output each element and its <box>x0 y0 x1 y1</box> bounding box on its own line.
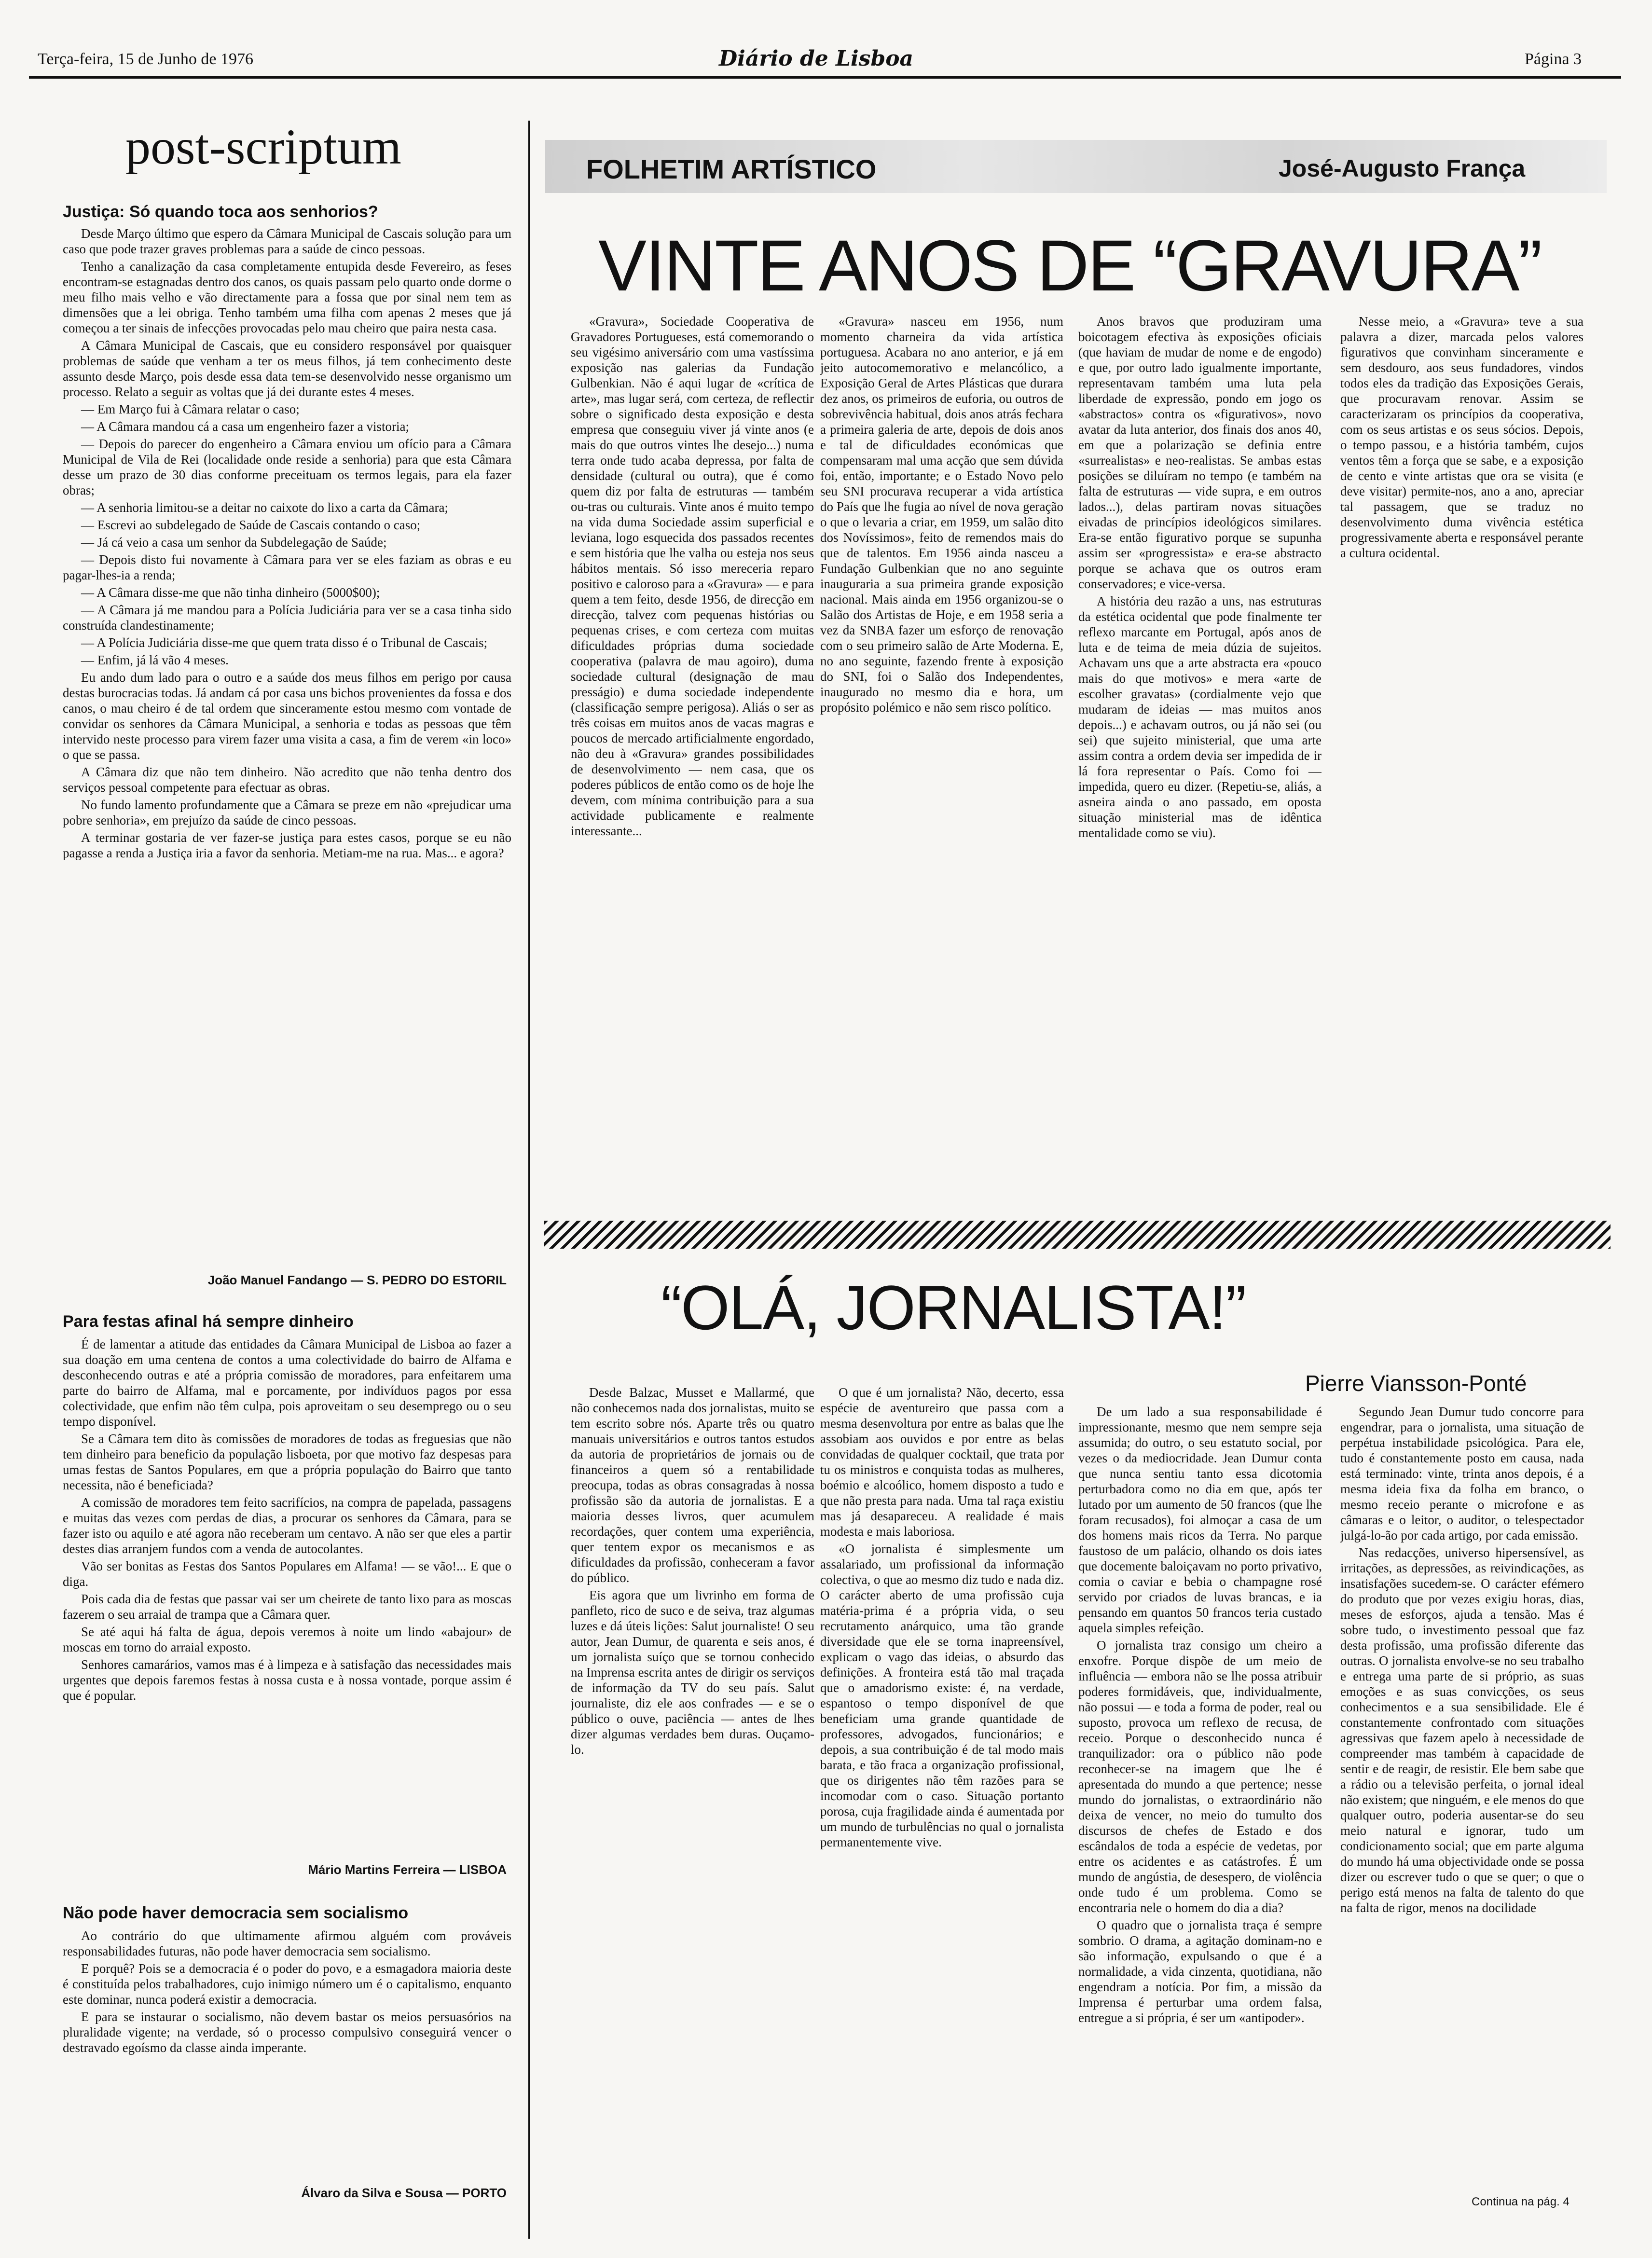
letter-2-signature: Mário Martins Ferreira — LISBOA <box>308 1862 507 1877</box>
paragraph: Se a Câmara tem dito às comissões de moradores de todas as freguesias que não tem dinheiro para beneficio da população lisboeta, por que motivo faz despesas para umas festas de Santos Populares, em que a própria população do Bairro que tanto necessita, não é beneficiada? <box>63 1432 511 1492</box>
paragraph: «O jornalista é simplesmente um assalariado, um profissional da informação colectiva, o que ao mesmo diz tudo e nada diz. O carácter aberto de uma profissão cuja matéria-prima é a própria vida, o seu recrutamento anárquico, uma tão grande diversidade que ele se torna inapreensível, explicam o vago das ideias, o absurdo das definições. A fronteira está tão mal traçada que o amadorismo existe: é, na verdade, espantoso o tempo disponível de que beneficiam uma grande quantidade de professores, advogados, funcionários; e depois, a sua contribuição é de tal modo mais barata, e tão fraca a organização profissional, que os dirigentes não têm razões para se incomodar com o caso. Situação portanto porosa, cuja fragilidade ainda é aumentada por um mundo de turbulências no qual o jornalista permanentemente vive. <box>820 1542 1064 1849</box>
paragraph: — Escrevi ao subdelegado de Saúde de Cascais contando o caso; <box>81 518 421 532</box>
letter-1-signature: João Manuel Fandango — S. PEDRO DO ESTORIL <box>207 1273 507 1287</box>
paragraph: — Em Março fui à Câmara relatar o caso; <box>81 402 300 416</box>
paragraph: A comissão de moradores tem feito sacrifícios, na compra de papelada, passagens e muitas das vezes com perdas de dias, a procurar os senhores da Câmara, para se fazer isto ou aquilo e até agora não receberam um centavo. A não ser que eles a partir destes dias arranjem fundos com a venda de autocolantes. <box>63 1495 511 1556</box>
paragraph: — A Polícia Judiciária disse-me que quem trata disso é o Tribunal de Cascais; <box>81 635 488 650</box>
paragraph: O jornalista traz consigo um cheiro a enxofre. Porque dispõe de um meio de influência — embora não se lhe possa atribuir poderes formidáveis, que, individualmente, não possui — e toda a forma de poder, real ou suposto, provoca um reflexo de recusa, de receio. Porque o desconhecido nunca é tranquilizador: ora o público não pode reconhecer-se na imagem que lhe é apresentada do mundo a que pertence; nesse mundo do jornalistas, o extraordinário não deixa de vencer, no meio do tumulto dos discursos de chefes de Estado e dos escândalos de toda a espécie de vedetas, por entre os acidentes e as catástrofes. É um mundo de angústia, de desespero, de violência onde tudo é um problema. Como se encontraria nele o homem do dia a dia? <box>1078 1638 1322 1915</box>
letter-3-heading: Não pode haver democracia sem socialismo <box>63 1904 409 1922</box>
paragraph: A Câmara diz que não tem dinheiro. Não acredito que não tenha dentro dos serviços pessoal competente para efectuar as obras. <box>63 765 511 795</box>
article-title: “OLÁ, JORNALISTA!” <box>661 1272 1246 1343</box>
folhetim-column-3 <box>1078 314 1322 1197</box>
paragraph: É de lamentar a atitude das entidades da Câmara Municipal de Lisboa ao fazer a sua doação em uma centena de contos a uma colectividade do bairro de Alfama e desconhecendo outras e até a própria comissão de moradores, para enfeitarem uma parte do bairro de Alfama, mal e porcamente, por indivíduos pagos por essa colectividade, que enfim não têm culpa, pois aproveitam o seu desemprego ou o seu tempo disponível. <box>63 1337 511 1429</box>
paragraph: O que é um jornalista? Não, decerto, essa espécie de aventureiro que passa com a mesma desenvoltura por entre as balas que lhe assobiam aos ouvidos e por entre as belas convidadas de qualquer cocktail, que trata por tu os ministros e conquista todas as mulheres, boémio e alcoólico, homem disposto a tudo e que não presta para nada. Uma tal raça existiu mas já desapareceu. A realidade é mais modesta e mais laboriosa. <box>820 1385 1064 1539</box>
paragraph: — Já cá veio a casa um senhor da Subdelegação de Saúde; <box>81 535 387 550</box>
paragraph: — Enfim, já lá vão 4 meses. <box>81 653 229 667</box>
header-rule <box>29 76 1621 79</box>
letter-1-body <box>63 226 511 1234</box>
hatched-separator <box>544 1221 1611 1249</box>
postscriptum-title: post-scriptum <box>125 119 401 175</box>
page-number: Página 3 <box>1525 50 1582 68</box>
folhetim-column-4 <box>1340 314 1583 1197</box>
paragraph: Senhores camarários, vamos mas é à limpeza e à satisfação das necessidades mais urgentes que depois faremos festas à nossa custa e à nossa vontade, porque assim é que é popular. <box>63 1657 511 1703</box>
paragraph: Nas redacções, universo hipersensível, as irritações, as depressões, as reivindicações, as insatisfações sucedem-se. O carácter efémero do produto que por vezes exigiu horas, dias, meses de esforços, ajuda a tensão. Mas é sobre tudo, o investimento pessoal que faz desta profissão, uma profissão diferente das outras. O jornalista envolve-se no seu trabalho e entrega uma parte de si próprio, as suas emoções e as suas convicções, os seus conhecimentos e a sua sensibilidade. Ele é constantemente confrontado com situações agressivas que fazem apelo à necessidade de compreender mas também à capacidade de sentir e de reagir, de resistir. Ele bem sabe que a rádio ou a televisão perfeita, o jornal ideal não existem; que ninguém, e ele menos do que qualquer outro, poderia ausentar-se do seu meio natural e ignorar, tudo um condicionamento social; que em parte alguma do mundo há uma objectividade onde se possa dizer ou escrever tudo o que se quer; o que o perigo está menos na falta de talento do que na falta de rigor, menos na docilidade <box>1340 1545 1584 1915</box>
jornalista-column-4 <box>1340 1404 1584 2186</box>
paragraph: No fundo lamento profundamente que a Câmara se preze em não «prejudicar uma pobre senhoria», em prejuízo da saúde de cinco pessoas. <box>63 798 511 827</box>
letter-2-body <box>63 1336 511 1838</box>
paragraph: E porquê? Pois se a democracia é o poder do povo, e a esmagadora maioria deste é constituída pelos trabalhadores, cujo inimigo número um é o capitalismo, enquanto este dominar, nunca poderá existir a democracia. <box>63 1961 511 2007</box>
article-author: Pierre Viansson-Ponté <box>1305 1371 1527 1396</box>
paragraph: Eu ando dum lado para o outro e a saúde dos meus filhos em perigo por causa destas burocracias todas. Já andam cá por casa uns bichos provenientes da fossa e dos canos, o mau cheiro é de tal ordem que sinceramente estou mesmo com vontade de convidar os senhores da Câmara Municipal, a senhoria e todas as pessoas que têm intervido neste processo para virem fazer uma visita a casa, a fim de verem «in loco» o que se passa. <box>63 670 511 762</box>
paragraph: Nesse meio, a «Gravura» teve a sua palavra a dizer, marcada pelos valores figurativos que convinham sinceramente e sem desdouro, aos seus fundadores, vindos todos eles da tradição das Exposições Gerais, que procuravam renovar. Assim se caracterizaram os princípios da cooperativa, com os seus artistas e os seus sócios. Depois, o tempo passou, e a história também, cujos ventos têm a força que se sabe, e a exposição de cento e vinte artistas que ora se visita (e deve visitar) permite-nos, ano a ano, apreciar tal passagem, que se traduz no desenvolvimento duma vivência estética progressivamente aberta e responsável perante a cultura ocidental. <box>1340 314 1583 560</box>
paragraph: Eis agora que um livrinho em forma de panfleto, rico de suco e de seiva, traz algumas luzes e dá úteis lições: Salut journaliste! O seu autor, Jean Dumur, de quarenta e seis anos, é um jornalista suíço que se tornou conhecido na Imprensa escrita antes de dirigir os serviços de informação da TV do seu país. Salut journaliste, diz ele aos confrades — e se o público o ouve, paciência — antes de lhes dizer algumas verdades bem duras. Ouçamo-lo. <box>571 1588 814 1757</box>
paragraph: — A Câmara já me mandou para a Polícia Judiciária para ver se a casa tinha sido construída clandestinamente; <box>63 603 511 633</box>
paragraph: — A Câmara disse-me que não tinha dinheiro (5000$00); <box>81 585 380 600</box>
folhetim-column-1 <box>571 314 814 1197</box>
paragraph: «Gravura», Sociedade Cooperativa de Gravadores Portugueses, está comemorando o seu vigésimo aniversário com uma vastíssima exposição nas galerias da Fundação Gulbenkian. Não é aqui lugar de «crítica de arte», mas lugar será, com certeza, de reflectir sobre o significado desta exposição e desta empresa que conseguiu viver já vinte anos (e mais do que outros vintes lhe desejo...) numa terra onde tudo acaba depressa, por falta de densidade (cultural ou outra), que é como quem diz por falta de estruturas — também ou-tras ou culturais. Vinte anos é muito tempo na vida duma Sociedade assim superficial e leviana, logo esquecida dos passados recentes e sem história que lhe valha ou esteja nos seus hábitos mentais. Só isso mereceria reparo positivo e caloroso para a «Gravura» — e para quem a tem feito, desde 1956, de direcção em direcção, talvez com pequenas histórias ou pequenas crises, e com certeza com muitas dificuldades próprias duma sociedade cooperativa (palavra de mau agoiro), duma sociedade cultural (designação de mau presságio) e duma sociedade independente (classificação sempre perigosa). Aliás o ser as três coisas em muitos anos de vacas magras e poucos de mercado artificialmente engordado, não deu à «Gravura» grandes possibilidades de desenvolvimento — nem casa, que os poderes públicos de então como os de hoje lhe devem, com mínima contribuição para a sua actividade publicamente e realmente interessante... <box>571 314 814 838</box>
paragraph: Pois cada dia de festas que passar vai ser um cheirete de tanto lixo para as moscas fazerem o seu arraial de trampa que a Câmara quer. <box>63 1592 511 1622</box>
article-author: José-Augusto França <box>1279 155 1526 182</box>
paragraph: — Depois disto fui novamente à Câmara para ver se eles faziam as obras e eu pagar-lhes-ia a renda; <box>63 552 511 582</box>
folhetim-column-2 <box>820 314 1063 1197</box>
paragraph: E para se instaurar o socialismo, não devem bastar os meios persuasórios na pluralidade vigente; na verdade, só o processo compulsivo conseguirá vencer o destravado egoísmo da classe ainda imperante. <box>63 2010 511 2055</box>
paragraph: A terminar gostaria de ver fazer-se justiça para estes casos, porque se eu não pagasse a renda a Justiça iria a favor da senhoria. Metiam-me na rua. Mas... e agora? <box>63 830 511 860</box>
paragraph: Se até aqui há falta de água, depois veremos à noite um lindo «abajour» de moscas em torno do arraial exposto. <box>63 1625 511 1654</box>
paragraph: A história deu razão a uns, nas estruturas da estética ocidental que pode finalmente ter reflexo marcante em Portugal, após anos de luta e de teima de meia dúzia de sujeitos. Achavam uns que a arte abstracta era «pouco mais do que motivos» e mera «arte de escolher gravatas» (cordialmente vejo que mudaram de ideias — mas muitos anos depois...) e achavam outros, ou já não sei (ou sei) que sujeito ministerial, que uma arte assim contra a ordem devia ser impedida de ir lá fora representar o País. Como foi — impedida, quero eu dizer. (Repetiu-se, aliás, a asneira ainda o ano passado, em oposta situação ministerial mas de idêntica mentalidade como se viu). <box>1078 594 1322 840</box>
continued-note: Continua na pág. 4 <box>1472 2195 1569 2208</box>
letter-2-heading: Para festas afinal há sempre dinheiro <box>63 1312 354 1331</box>
paragraph: — Depois do parecer do engenheiro a Câmara enviou um ofício para a Câmara Municipal de Vila de Rei (localidade onde reside a senhoria) para que esta Câmara desse um prazo de 30 dias conforme preceituam os termos legais, para ela fazer obras; <box>63 437 511 497</box>
paragraph: Vão ser bonitas as Festas dos Santos Populares em Alfama! — se vão!... E que o diga. <box>63 1559 511 1589</box>
paragraph: — A Câmara mandou cá a casa um engenheiro fazer a vistoria; <box>81 419 409 434</box>
paragraph: Anos bravos que produziram uma boicotagem efectiva às exposições oficiais (que haviam de mudar de nome e de engodo) e que, por outro lado igualmente importante, representavam também uma luta pela liberdade de expressão, pondo em jogo os «abstractos» contra os «figurativos», novo avatar da luta anterior, dos finais dos anos 40, em que a polarização se definia entre «surrealistas» e neo-realistas. Se ambas estas posições se diluíram no tempo (e também na falta de estruturas — vide supra, e em outros lados...), delas partiram novas situações eivadas de princípios ideológicos similares. Era-se então figurativo porque se supunha assim ser «progressista» e era-se abstracto porque se achava que os outros eram conservadores; e vice-versa. <box>1078 314 1322 591</box>
paragraph: «Gravura» nasceu em 1956, num momento charneira da vida artística portuguesa. Acabara no ano anterior, e já em jeito autocomemorativo e melancólico, a Exposição Geral de Artes Plásticas que durara dez anos, os primeiros de euforia, ou outros de sobrevivência habitual, dois anos atrás fechara a primeira galeria de arte, depois de dois anos e tal de dificuldades económicas que compensaram mal uma acção que sem dúvida foi, então, importante; e o Estado Novo pelo seu SNI procurava recuperar a vida artística do País que lhe fugia ao nível de nova geração o que o levaria a criar, em 1959, um salão dito dos Novíssimos», feito de remendos mais do que de talentos. Em 1956 ainda nasceu a Fundação Gulbenkian que no ano seguinte inauguraria a sua primeira grande exposição nacional. Mais ainda em 1956 organizou-se o Salão dos Artistas de Hoje, e em 1958 seria a vez da SNBA fazer um esforço de renovação com o seu primeiro salão de Arte Moderna. E, no ano seguinte, fazendo frente à exposição do SNI, foi o Salão dos Independentes, inaugurado no mesmo dia e hora, um propósito polémico e não sem risco político. <box>820 314 1063 715</box>
paragraph: Desde Balzac, Musset e Mallarmé, que não conhecemos nada dos jornalistas, muito se tem escrito sobre nós. Aparte três ou quatro manuais universitários e outros tantos estudos da autoria de proprietários de jornais ou de financeiros a quem só a rentabilidade preocupa, todas as obras consagradas à nossa profissão são da autoria de jornalistas. E a maioria desses livros, quer acumulem recordações, quer contem uma experiência, quer tentem expor os mecanismos e as dificuldades da profissão, conheceram a favor do público. <box>571 1385 814 1585</box>
jornalista-column-2 <box>820 1385 1064 2215</box>
paragraph: Tenho a canalização da casa completamente entupida desde Fevereiro, as feses encontram-se estagnadas dentro dos canos, os quais passam pelo quarto onde dorme o meu filho mais velho e vão directamente para a fossa que por sinal nem tem as dimensões que a lei obriga. Tenho também uma filha com apenas 2 meses que já começou a ter sinais de infecções provocadas pelo mau cheiro que paira nesta casa. <box>63 259 511 335</box>
letter-3-signature: Álvaro da Silva e Sousa — PORTO <box>301 2186 507 2200</box>
paragraph: — A senhoria limitou-se a deitar no caixote do lixo a carta da Câmara; <box>81 500 448 515</box>
paragraph: A Câmara Municipal de Cascais, que eu considero responsável por quaisquer problemas de saúde que venham a ter os meus filhos, já tem conhecimento deste assunto desde Março, pois desde essa data tem-se desenvolvido nesse organismo um processo. Relato a seguir as voltas que já dei durante estes 4 meses. <box>63 338 511 399</box>
jornalista-column-1 <box>571 1385 814 2215</box>
paragraph: O quadro que o jornalista traça é sempre sombrio. O drama, a agitação dominam-no e são informação, expulsando o que é a normalidade, a vida cinzenta, quotidiana, não engendram a notícia. Por fim, a missão da Imprensa é perturbar uma ordem falsa, entregue a si própria, é ser um «antipoder». <box>1078 1918 1322 2025</box>
paragraph: Desde Março último que espero da Câmara Municipal de Cascais solução para um caso que pode trazer graves problemas para a saúde de cinco pessoas. <box>63 226 511 256</box>
paragraph: De um lado a sua responsabilidade é impressionante, mesmo que nem sempre seja assumida; do outro, o seu estatuto social, por vezes o da mediocridade. Jean Dumur conta que nunca sentiu tanto essa dicotomia perturbadora como no dia em que, após ter lutado por um aumento de 50 francos (que lhe foram recusados), foi almoçar a casa de um dos homens mais ricos da Terra. No parque faustoso de um palácio, olhando os dois iates que docemente baloiçavam no porto privativo, comia o caviar e bebia o champagne rosé servido por criados de luvas brancas, e ia pensando em quantos 50 francos teria custado aquela simples refeição. <box>1078 1404 1322 1635</box>
paragraph: Segundo Jean Dumur tudo concorre para engendrar, para o jornalista, uma situação de perpétua instabilidade psicológica. Para ele, tudo é constantemente posto em causa, nada está terminado: vinte, trinta anos depois, é a mesma ideia fixa da folha em branco, o mesmo receio perante o microfone e as câmaras e o leitor, o auditor, o telespectador julgá-lo-ão por cada artigo, por cada emissão. <box>1340 1404 1584 1542</box>
paragraph: Ao contrário do que ultimamente afirmou alguém com prováveis responsabilidades futuras, não pode haver democracia sem socialismo. <box>63 1928 511 1958</box>
letter-1-heading: Justiça: Só quando toca aos senhorios? <box>63 203 378 221</box>
jornalista-column-3 <box>1078 1404 1322 2215</box>
issue-date: Terça-feira, 15 de Junho de 1976 <box>38 50 253 68</box>
column-divider <box>528 121 530 2239</box>
letter-3-body <box>63 1928 511 2179</box>
masthead: Diário de Lisboa <box>719 46 914 71</box>
article-title: VINTE ANOS DE “GRAVURA” <box>598 225 1541 306</box>
section-label: FOLHETIM ARTÍSTICO <box>586 154 877 184</box>
